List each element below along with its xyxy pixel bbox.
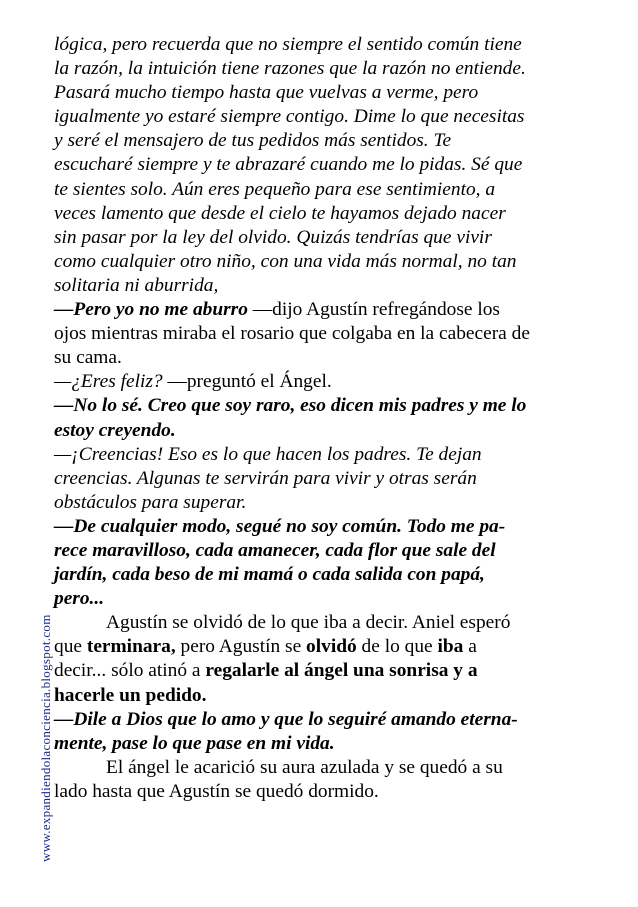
text-line [54, 298, 584, 322]
text-line [54, 635, 584, 659]
text-run: que [54, 636, 87, 658]
text-line: El ángel le acarició su aura azulada y se quedó a su [106, 756, 503, 778]
text-line: te sientes solo. Aún eres pequeño para ese sentimiento, a [54, 178, 496, 200]
dialogue-speech: —¿Eres feliz? [54, 371, 163, 393]
text-line: —Dile a Dios que lo amo y que lo seguiré amando eterna- [54, 708, 518, 730]
text-line: —¡Creencias! Eso es lo que hacen los padres. Te dejan [54, 443, 482, 465]
text-line: rece maravilloso, cada amanecer, cada flor que sale del [54, 539, 496, 561]
page-body [54, 33, 584, 804]
text-line: jardín, cada beso de mi mamá o cada salida con papá, [54, 564, 485, 586]
text-line: veces lamento que desde el cielo te hayamos dejado nacer [54, 202, 506, 224]
text-line: hacerle un pedido. [54, 684, 207, 706]
dialogue-narration: —dijo Agustín refregándose los [247, 299, 500, 321]
blog-watermark: www.expandiendolaconciencia.blogspot.com [38, 614, 53, 862]
text-run: a [463, 636, 477, 658]
text-line: ojos mientras miraba el rosario que colgaba en la cabecera de [54, 323, 530, 345]
text-line: —De cualquier modo, segué no soy común. Todo me pa- [54, 515, 506, 537]
text-line: estoy creyendo. [54, 419, 176, 441]
text-line: solitaria ni aburrida, [54, 274, 219, 296]
text-line: lógica, pero recuerda que no siempre el sentido común tiene [54, 34, 522, 55]
text-line: sin pasar por la ley del olvido. Quizás tendrías que vivir [54, 226, 492, 248]
text-line: pero... [54, 588, 105, 610]
text-line: escucharé siempre y te abrazaré cuando me lo pidas. Sé que [54, 154, 523, 176]
text-run: decir... sólo atinó a [54, 660, 206, 682]
text-line: Agustín se olvidó de lo que iba a decir. Aniel esperó [106, 612, 511, 634]
text-line: su cama. [54, 347, 122, 369]
text-line: como cualquier otro niño, con una vida más normal, no tan [54, 250, 517, 272]
dialogue-speech: —Pero yo no me aburro [54, 299, 248, 321]
text-run: pero Agustín se [175, 636, 307, 658]
text-line: creencias. Algunas te servirán para vivir y otras serán [54, 467, 477, 489]
text-line [54, 659, 584, 683]
text-run-bold: olvidó [306, 636, 357, 658]
text-line: igualmente yo estaré siempre contigo. Dime lo que necesitas [54, 106, 525, 128]
text-run-bold: iba [437, 636, 464, 658]
text-run: de lo que [356, 636, 438, 658]
text-line: —No lo sé. Creo que soy raro, eso dicen mis padres y me lo [54, 395, 527, 417]
text-run-bold: regalarle al ángel una sonrisa y a [205, 660, 478, 682]
text-line: obstáculos para superar. [54, 491, 247, 513]
dialogue-narration: —preguntó el Ángel. [162, 371, 332, 393]
text-line: mente, pase lo que pase en mi vida. [54, 732, 335, 754]
text-line: la razón, la intuición tiene razones que la razón no entiende. [54, 58, 526, 80]
text-line [54, 370, 584, 394]
text-line: Pasará mucho tiempo hasta que vuelvas a verme, pero [54, 82, 479, 104]
text-run-bold: terminara, [86, 636, 176, 658]
text-line: y seré el mensajero de tus pedidos más sentidos. Te [54, 130, 452, 152]
text-line: lado hasta que Agustín se quedó dormido. [54, 780, 379, 802]
